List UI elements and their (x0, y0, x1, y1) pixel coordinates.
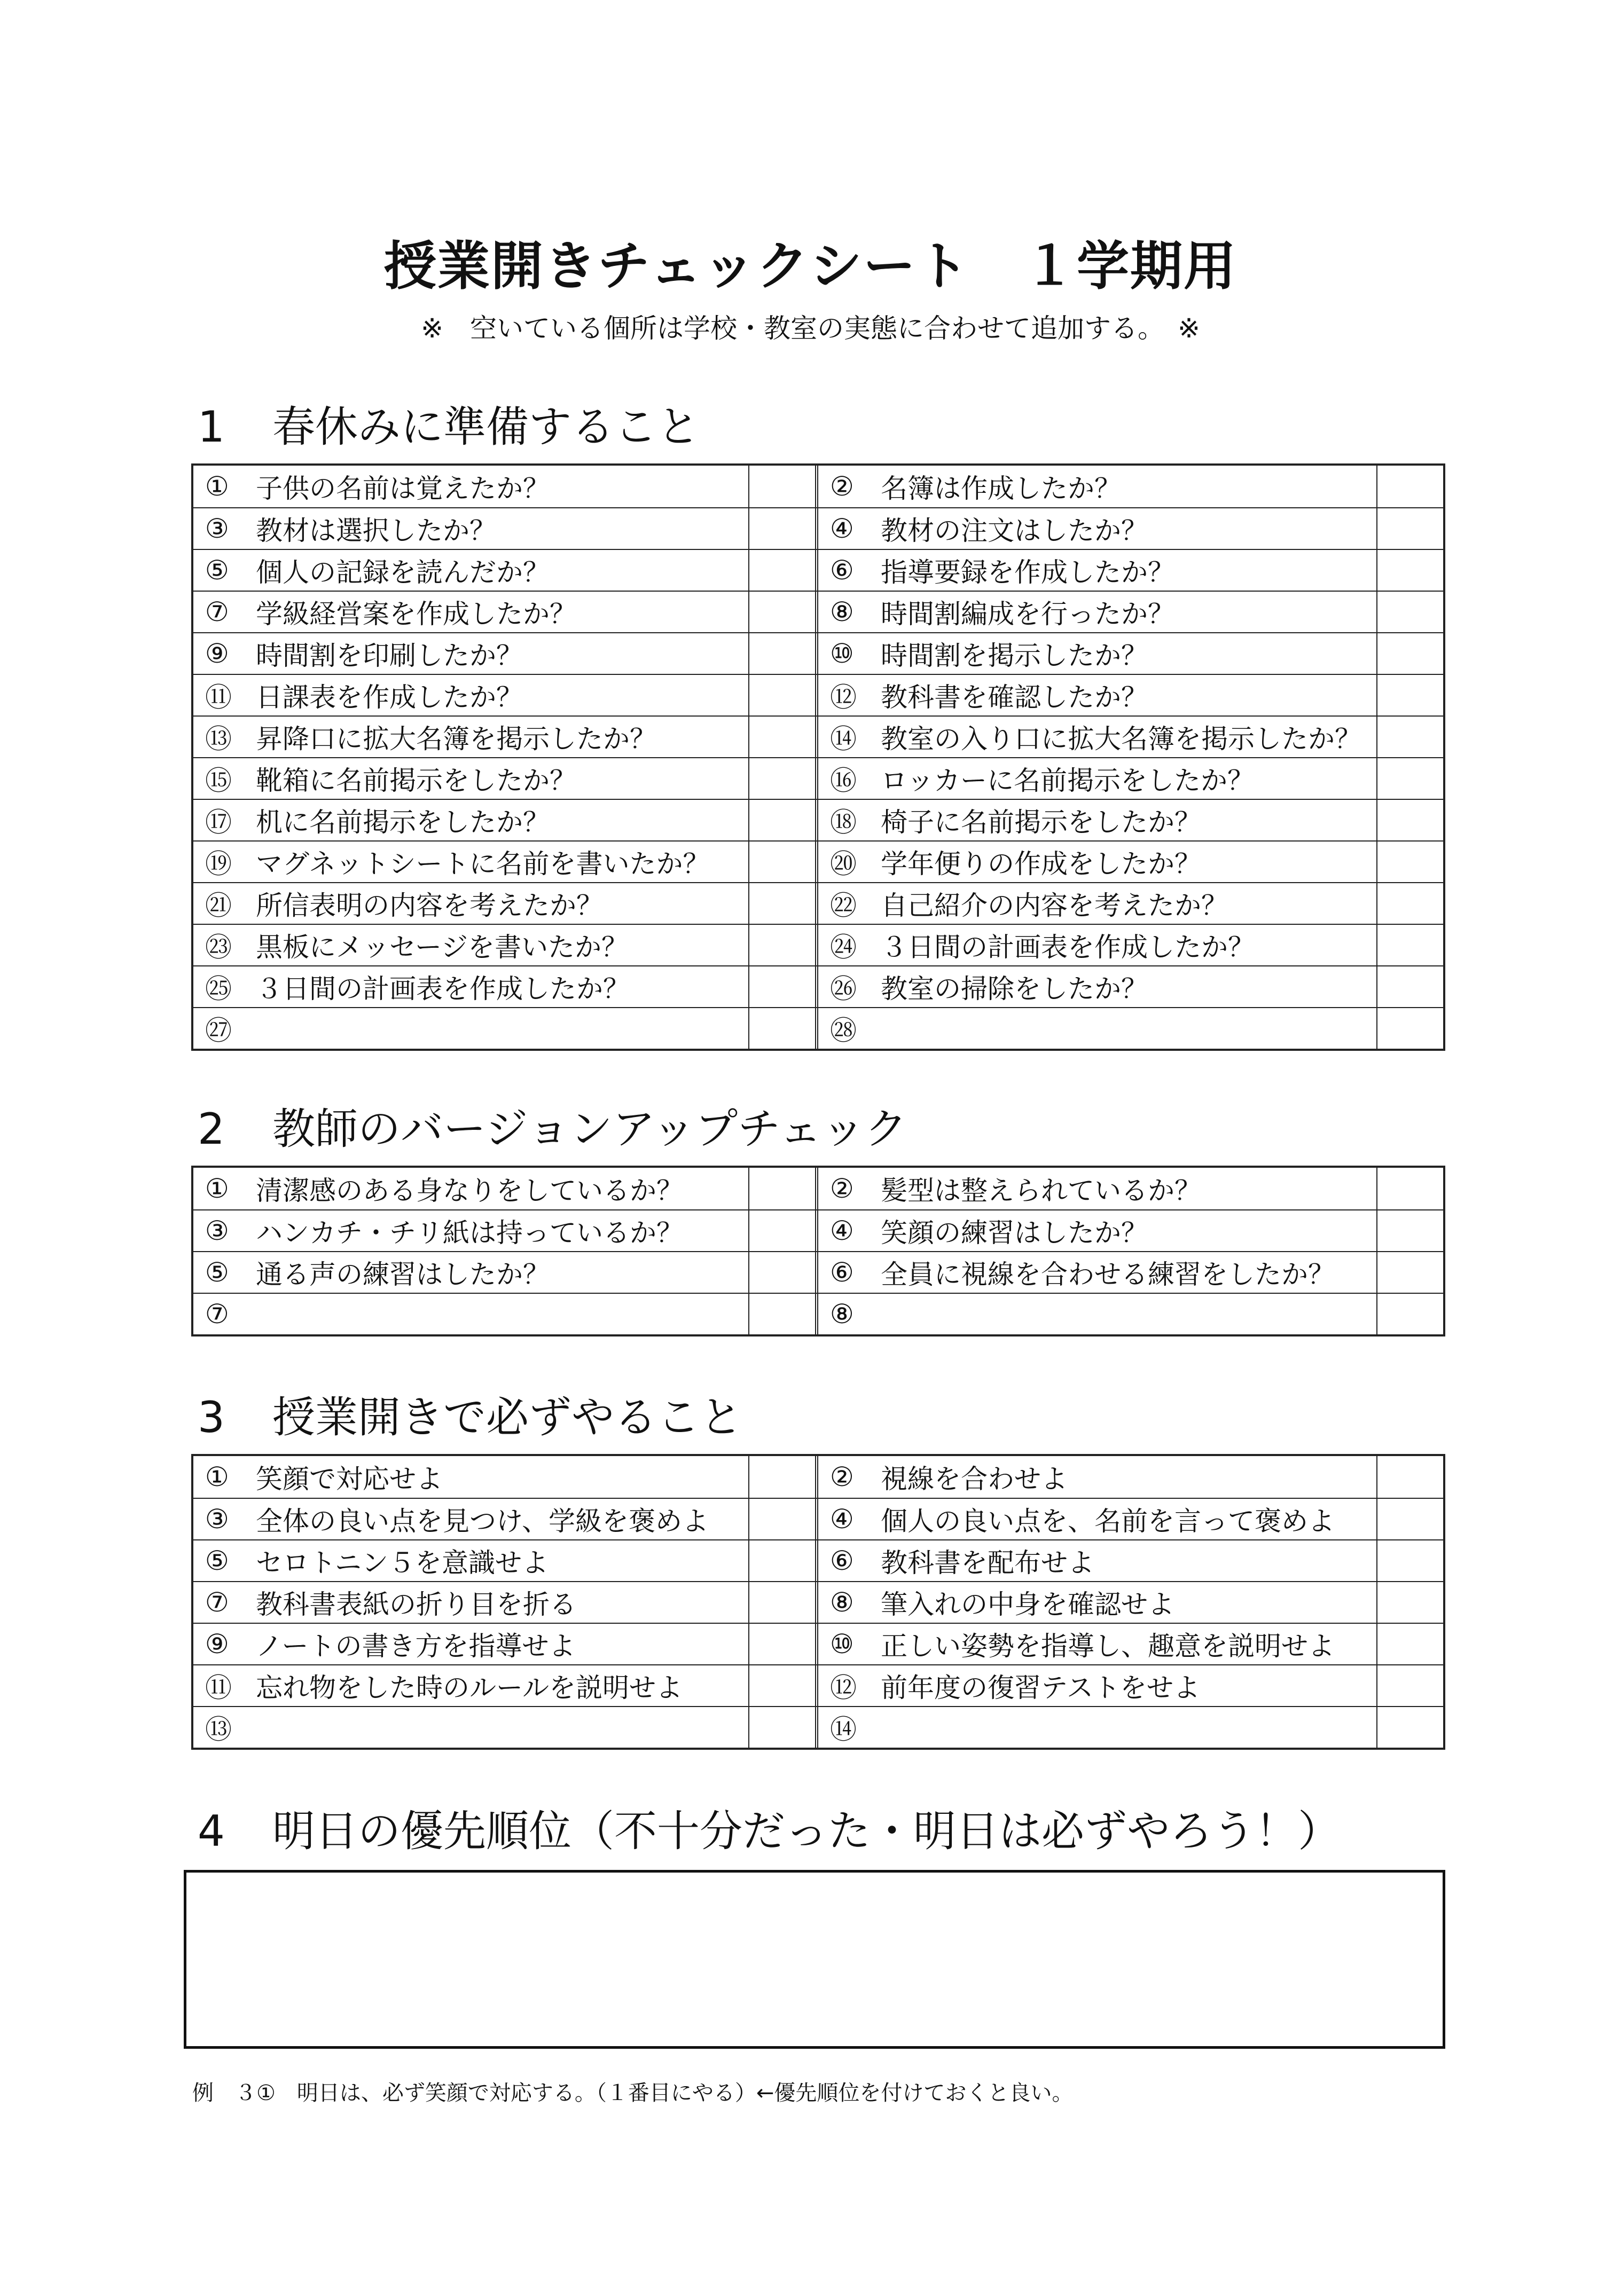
item-number: ⑰ (205, 807, 232, 838)
item-text-cell (818, 550, 1376, 591)
checkbox-cell[interactable] (1376, 800, 1443, 840)
checkbox-cell[interactable] (748, 1210, 815, 1251)
item-text-cell (193, 592, 748, 632)
checklist-item (818, 925, 1443, 965)
table-row (193, 591, 1443, 632)
checklist-item (818, 1294, 1443, 1334)
table-row (193, 1293, 1443, 1334)
item-label: 椅子に名前掲示をしたか？ (881, 807, 1201, 838)
table-row (193, 1623, 1443, 1664)
item-text-cell (818, 1252, 1376, 1293)
checklist-item (193, 550, 818, 591)
table-row (193, 1168, 1443, 1209)
checklist-item (193, 633, 818, 674)
item-number: ㉒ (830, 890, 857, 921)
checklist-item (818, 842, 1443, 882)
item-text-cell (193, 1168, 748, 1209)
item-text-cell (818, 1008, 1376, 1049)
item-number: ㉓ (205, 932, 232, 963)
item-label: 教材の注文はしたか？ (881, 515, 1148, 546)
item-text-cell (818, 1168, 1376, 1209)
checklist-item (818, 1008, 1443, 1049)
item-label: 教室の掃除をしたか？ (881, 973, 1148, 1004)
table-row (193, 549, 1443, 591)
item-label: 子供の名前は覚えたか？ (256, 473, 550, 504)
item-label: 全員に視線を合わせる練習をしたか？ (881, 1259, 1335, 1290)
checkbox-cell[interactable] (1376, 1499, 1443, 1539)
checkbox-cell[interactable] (748, 1168, 815, 1209)
item-text-cell (818, 675, 1376, 715)
checkbox-cell[interactable] (748, 966, 815, 1007)
item-text-cell (193, 966, 748, 1007)
checklist-item (193, 883, 818, 924)
item-number: ⑧ (830, 1299, 854, 1330)
checklist-item (818, 1499, 1443, 1539)
item-number: ⑧ (830, 1587, 854, 1618)
item-number: ⑫ (830, 682, 857, 713)
checklist-item (818, 1168, 1443, 1209)
checkbox-cell[interactable] (1376, 883, 1443, 924)
item-number: ⑨ (205, 638, 229, 669)
checklist-item (193, 1499, 818, 1539)
item-text-cell (193, 1499, 748, 1539)
table-row (193, 466, 1443, 507)
table-row (193, 1251, 1443, 1293)
checkbox-cell[interactable] (1376, 1252, 1443, 1293)
checkbox-cell[interactable] (1376, 633, 1443, 674)
item-label: 教科書を確認したか？ (881, 682, 1148, 713)
item-text-cell (818, 800, 1376, 840)
item-label: 自己紹介の内容を考えたか？ (881, 890, 1228, 921)
table-row (193, 965, 1443, 1007)
checkbox-cell[interactable] (748, 466, 815, 507)
section-number: 2 (198, 1104, 225, 1154)
item-text-cell (193, 1540, 748, 1581)
item-label: ハンカチ・チリ紙は持っているか？ (256, 1217, 683, 1248)
section-heading-1 (198, 392, 700, 454)
checklist-item (193, 842, 818, 882)
checklist-item (193, 1707, 818, 1748)
checklist-item (193, 1540, 818, 1581)
item-label: マグネットシートに名前を書いたか？ (256, 848, 710, 879)
checklist-item (818, 592, 1443, 632)
item-number: ② (830, 1173, 854, 1204)
checkbox-cell[interactable] (748, 1665, 815, 1706)
table-row (193, 1209, 1443, 1251)
item-text-cell (193, 550, 748, 591)
item-label: 靴箱に名前掲示をしたか？ (256, 765, 576, 796)
item-label: 正しい姿勢を指導し、趣意を説明せよ (881, 1631, 1335, 1662)
checklist-item (818, 1707, 1443, 1748)
checklist-item (193, 1456, 818, 1498)
table-row (193, 882, 1443, 924)
checkbox-cell[interactable] (1376, 758, 1443, 799)
table-row (193, 1664, 1443, 1706)
item-text-cell (193, 1624, 748, 1664)
checkbox-cell[interactable] (748, 758, 815, 799)
item-text-cell (818, 717, 1376, 757)
table-row (193, 1498, 1443, 1539)
section-heading-3 (198, 1383, 742, 1444)
item-label: 名簿は作成したか？ (881, 473, 1121, 504)
item-text-cell (193, 883, 748, 924)
table-row (193, 1581, 1443, 1623)
checklist-item (193, 800, 818, 840)
checklist-item (193, 925, 818, 965)
item-text-cell (818, 1707, 1376, 1748)
item-number: ㉖ (830, 973, 857, 1004)
checklist-item (193, 1665, 818, 1706)
checkbox-cell[interactable] (1376, 842, 1443, 882)
item-label: 視線を合わせよ (881, 1464, 1068, 1495)
checklist-item (818, 1624, 1443, 1664)
item-number: ⑤ (205, 555, 229, 586)
item-label: 学年便りの作成をしたか？ (881, 848, 1201, 879)
item-text-cell (193, 466, 748, 507)
item-text-cell (193, 1456, 748, 1498)
section-title: 春休みに準備すること (272, 402, 700, 452)
checkbox-cell[interactable] (748, 1456, 815, 1498)
item-label: 筆入れの中身を確認せよ (881, 1589, 1174, 1620)
item-text-cell (818, 633, 1376, 674)
item-number: ⑬ (205, 724, 232, 754)
item-label: ロッカーに名前掲示をしたか？ (881, 765, 1254, 796)
item-text-cell (193, 925, 748, 965)
item-label: 机に名前掲示をしたか？ (256, 807, 550, 838)
checkbox-cell[interactable] (748, 883, 815, 924)
checkbox-cell[interactable] (1376, 675, 1443, 715)
section-title: 明日の優先順位（不十分だった・明日は必ずやろう！） (272, 1806, 1341, 1856)
item-label: 学級経営案を作成したか？ (256, 599, 576, 630)
item-label: セロトニン５を意識せよ (256, 1547, 549, 1578)
checkbox-cell[interactable] (1376, 550, 1443, 591)
checkbox-cell[interactable] (748, 925, 815, 965)
checkbox-cell[interactable] (748, 592, 815, 632)
item-text-cell (193, 675, 748, 715)
item-text-cell (818, 966, 1376, 1007)
item-label: ３日間の計画表を作成したか？ (256, 973, 630, 1004)
item-text-cell (193, 1294, 748, 1334)
item-text-cell (193, 508, 748, 549)
item-number: ⑤ (205, 1257, 229, 1288)
item-number: ⑲ (205, 848, 232, 879)
item-text-cell (818, 758, 1376, 799)
item-text-cell (818, 1499, 1376, 1539)
item-label: 時間割を印刷したか？ (256, 640, 523, 671)
item-text-cell (818, 1210, 1376, 1251)
checkbox-cell[interactable] (748, 633, 815, 674)
checkbox-cell[interactable] (748, 1008, 815, 1049)
checklist-item (818, 1210, 1443, 1251)
table-row (193, 1007, 1443, 1049)
checkbox-cell[interactable] (1376, 466, 1443, 507)
item-number: ⑩ (830, 1629, 854, 1660)
checklist-item (193, 1582, 818, 1623)
page-subtitle: ※ 空いている個所は学校・教室の実態に合わせて追加する。 ※ (421, 313, 1200, 344)
item-number: ⑯ (830, 765, 857, 796)
item-number: ③ (205, 1504, 229, 1535)
item-text-cell (818, 925, 1376, 965)
item-text-cell (193, 800, 748, 840)
item-number: ⑧ (830, 596, 854, 627)
item-number: ③ (205, 513, 229, 544)
checkbox-cell[interactable] (1376, 1665, 1443, 1706)
item-label: 時間割編成を行ったか？ (881, 599, 1174, 630)
checklist-item (193, 466, 818, 507)
item-text-cell (193, 1582, 748, 1623)
item-number: ⑦ (205, 1587, 229, 1618)
checkbox-cell[interactable] (748, 1252, 815, 1293)
section-number: 3 (198, 1393, 225, 1442)
item-text-cell (193, 1252, 748, 1293)
item-number: ⑦ (205, 1299, 229, 1330)
checklist-item (818, 466, 1443, 507)
item-text-cell (193, 842, 748, 882)
table-row (193, 1456, 1443, 1498)
item-label: 笑顔の練習はしたか？ (881, 1217, 1148, 1248)
table-row (193, 1539, 1443, 1581)
page-title: 授業開きチェックシート １学期用 (383, 236, 1238, 297)
item-number: ② (830, 1461, 854, 1492)
checklist-table-2 (191, 1166, 1445, 1336)
item-text-cell (818, 1665, 1376, 1706)
checkbox-cell[interactable] (1376, 1540, 1443, 1581)
checkbox-cell[interactable] (1376, 1294, 1443, 1334)
item-label: 個人の良い点を、名前を言って褒めよ (881, 1506, 1335, 1537)
checklist-item (193, 1168, 818, 1209)
item-number: ③ (205, 1215, 229, 1246)
section-number: 4 (198, 1806, 225, 1856)
checkbox-cell[interactable] (748, 1624, 815, 1664)
item-label: 忘れ物をした時のルールを説明せよ (256, 1672, 683, 1703)
item-label: 個人の記録を読んだか？ (256, 557, 550, 588)
item-text-cell (818, 1456, 1376, 1498)
item-label: ３日間の計画表を作成したか？ (881, 932, 1255, 963)
item-number: ⑪ (205, 682, 232, 713)
table-row (193, 507, 1443, 549)
item-number: ㉑ (205, 890, 232, 921)
checkbox-cell[interactable] (1376, 966, 1443, 1007)
item-number: ⑮ (205, 765, 232, 796)
item-label: 所信表明の内容を考えたか？ (256, 890, 603, 921)
item-number: ② (830, 471, 854, 502)
item-label: 時間割を掲示したか？ (881, 640, 1148, 671)
table-row (193, 1706, 1443, 1748)
item-number: ⑦ (205, 596, 229, 627)
item-label: 指導要録を作成したか？ (881, 557, 1174, 588)
item-label: 清潔感のある身なりをしているか？ (256, 1175, 683, 1206)
item-number: ① (205, 471, 229, 502)
item-number: ⑨ (205, 1629, 229, 1660)
item-label: 前年度の復習テストをせよ (881, 1672, 1200, 1703)
checkbox-cell[interactable] (1376, 717, 1443, 757)
checklist-item (818, 883, 1443, 924)
table-row (193, 799, 1443, 840)
item-number: ㉗ (205, 1015, 232, 1046)
item-number: ⑥ (830, 555, 854, 586)
item-text-cell (193, 1707, 748, 1748)
item-text-cell (193, 1210, 748, 1251)
checklist-item (818, 1665, 1443, 1706)
table-row (193, 674, 1443, 715)
item-text-cell (193, 717, 748, 757)
checklist-item (193, 966, 818, 1007)
item-text-cell (818, 1624, 1376, 1664)
item-number: ⑬ (205, 1714, 232, 1745)
section-title: 授業開きで必ずやること (272, 1393, 742, 1442)
item-label: 教材は選択したか？ (256, 515, 496, 546)
item-text-cell (818, 592, 1376, 632)
item-number: ㉕ (205, 973, 232, 1004)
checkbox-cell[interactable] (748, 1294, 815, 1334)
checklist-item (818, 1540, 1443, 1581)
checkbox-cell[interactable] (1376, 1624, 1443, 1664)
checkbox-cell[interactable] (748, 800, 815, 840)
checklist-item (818, 1252, 1443, 1293)
checkbox-cell[interactable] (748, 1540, 815, 1581)
table-row (193, 840, 1443, 882)
checklist-item (193, 675, 818, 715)
item-number: ④ (830, 1215, 854, 1246)
checklist-item (818, 800, 1443, 840)
checkbox-cell[interactable] (748, 842, 815, 882)
item-text-cell (818, 842, 1376, 882)
checklist-item (193, 758, 818, 799)
checklist-item (193, 592, 818, 632)
item-number: ⑪ (205, 1672, 232, 1703)
item-number: ① (205, 1461, 229, 1492)
checklist-item (818, 1456, 1443, 1498)
item-label: ノートの書き方を指導せよ (256, 1631, 576, 1662)
item-text-cell (818, 1582, 1376, 1623)
table-row (193, 632, 1443, 674)
checkbox-cell[interactable] (1376, 1582, 1443, 1623)
item-text-cell (193, 1008, 748, 1049)
item-label: 教室の入り口に拡大名簿を掲示したか？ (881, 724, 1361, 754)
section-title: 教師のバージョンアップチェック (272, 1104, 907, 1154)
checkbox-cell[interactable] (748, 508, 815, 549)
item-number: ① (205, 1173, 229, 1204)
checkbox-cell[interactable] (1376, 1008, 1443, 1049)
section-number: 1 (198, 402, 225, 452)
checklist-item (193, 1624, 818, 1664)
item-number: ⑥ (830, 1257, 854, 1288)
checklist-item (818, 966, 1443, 1007)
priority-note-box[interactable] (184, 1870, 1445, 2049)
item-text-cell (818, 508, 1376, 549)
item-text-cell (193, 758, 748, 799)
item-label: 教科書表紙の折り目を折る (256, 1589, 576, 1620)
item-label: 全体の良い点を見つけ、学級を褒めよ (256, 1506, 709, 1537)
item-number: ⑤ (205, 1545, 229, 1576)
item-number: ⑫ (830, 1672, 857, 1703)
checklist-item (193, 717, 818, 757)
item-number: ⑳ (830, 848, 857, 879)
item-text-cell (193, 1665, 748, 1706)
item-text-cell (193, 633, 748, 674)
checkbox-cell[interactable] (748, 550, 815, 591)
checkbox-cell[interactable] (748, 1499, 815, 1539)
section-heading-2 (198, 1095, 907, 1156)
checkbox-cell[interactable] (748, 1582, 815, 1623)
checkbox-cell[interactable] (1376, 1210, 1443, 1251)
item-label: 笑顔で対応せよ (256, 1464, 443, 1495)
checklist-table-1 (191, 463, 1445, 1051)
checkbox-cell[interactable] (1376, 1168, 1443, 1209)
checklist-item (193, 508, 818, 549)
item-number: ⑥ (830, 1545, 854, 1576)
item-label: 通る声の練習はしたか？ (256, 1259, 550, 1290)
checklist-item (193, 1210, 818, 1251)
item-number: ⑭ (830, 1714, 857, 1745)
checklist-item (818, 508, 1443, 549)
checklist-item (818, 633, 1443, 674)
table-row (193, 757, 1443, 799)
checklist-table-3 (191, 1454, 1445, 1750)
item-label: 黒板にメッセージを書いたか？ (256, 932, 628, 963)
checklist-item (818, 758, 1443, 799)
item-text-cell (818, 466, 1376, 507)
checklist-item (818, 717, 1443, 757)
item-text-cell (818, 1540, 1376, 1581)
checkbox-cell[interactable] (1376, 1456, 1443, 1498)
item-label: 教科書を配布せよ (881, 1547, 1094, 1578)
item-text-cell (818, 883, 1376, 924)
checklist-item (193, 1008, 818, 1049)
item-number: ④ (830, 513, 854, 544)
checkbox-cell[interactable] (748, 675, 815, 715)
item-number: ㉘ (830, 1015, 857, 1046)
checklist-item (818, 550, 1443, 591)
item-number: ⑱ (830, 807, 857, 838)
checkbox-cell[interactable] (1376, 508, 1443, 549)
item-label: 昇降口に拡大名簿を掲示したか？ (256, 724, 656, 754)
example-note: 例 ３① 明日は、必ず笑顔で対応する。（１番目にやる）←優先順位を付けておくと良い。 (192, 2081, 1074, 2105)
checkbox-cell[interactable] (748, 1707, 815, 1748)
checkbox-cell[interactable] (1376, 592, 1443, 632)
table-row (193, 924, 1443, 965)
checklist-item (193, 1294, 818, 1334)
item-text-cell (818, 1294, 1376, 1334)
section-heading-4 (198, 1797, 1341, 1858)
item-number: ㉔ (830, 932, 857, 963)
item-label: 日課表を作成したか？ (256, 682, 523, 713)
checklist-item (818, 675, 1443, 715)
checkbox-cell[interactable] (748, 717, 815, 757)
checklist-item (193, 1252, 818, 1293)
checkbox-cell[interactable] (1376, 1707, 1443, 1748)
item-number: ⑩ (830, 638, 854, 669)
item-label: 髪型は整えられているか？ (881, 1175, 1201, 1206)
checklist-item (818, 1582, 1443, 1623)
item-number: ④ (830, 1504, 854, 1535)
table-row (193, 715, 1443, 757)
checkbox-cell[interactable] (1376, 925, 1443, 965)
item-number: ⑭ (830, 724, 857, 754)
